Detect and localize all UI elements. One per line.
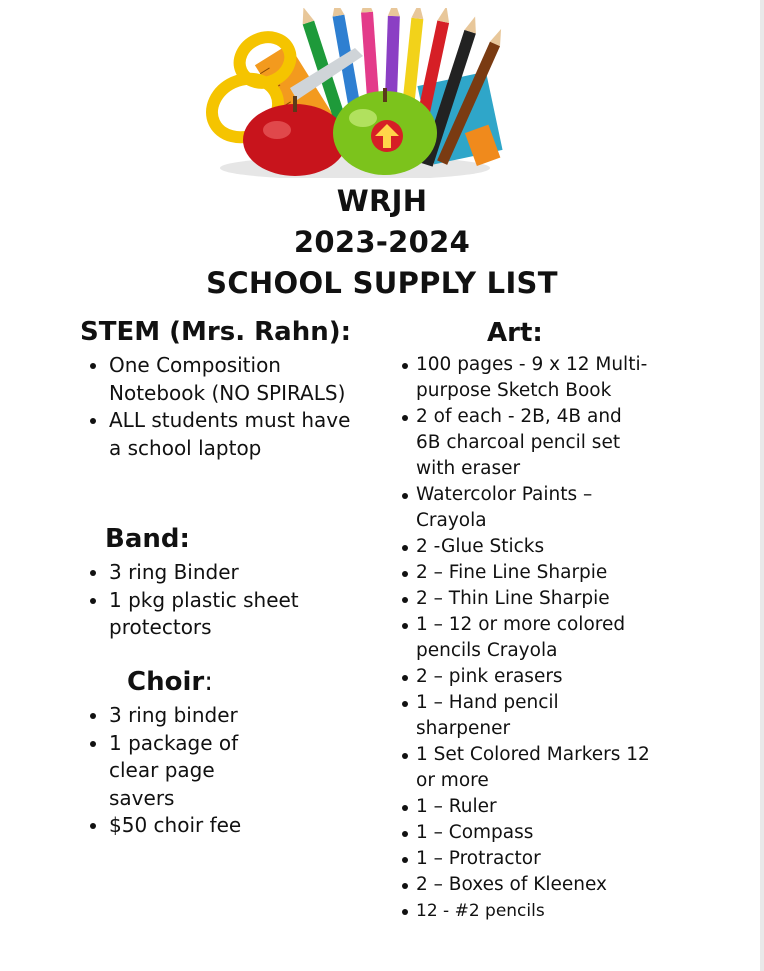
band-list	[81, 559, 321, 642]
art-heading: Art:	[487, 318, 543, 348]
list-item: 100 pages - 9 x 12 Multi-purpose Sketch Book	[400, 352, 650, 404]
list-item: 12 - #2 pencils	[400, 898, 650, 924]
list-item: 2 – Fine Line Sharpie	[400, 560, 650, 586]
school-year: 2023-2024	[293, 225, 471, 259]
list-item: 2 – pink erasers	[400, 664, 650, 690]
choir-heading-colon: :	[204, 667, 213, 697]
list-item: 1 Set Colored Markers 12 or more	[400, 742, 650, 794]
list-item: 1 – 12 or more colored pencils Crayola	[400, 612, 650, 664]
list-title: SCHOOL SUPPLY LIST	[206, 266, 558, 300]
list-item: 1 package of clear page savers	[81, 730, 271, 813]
list-item: 1 pkg plastic sheet protectors	[81, 587, 321, 642]
list-item: 3 ring binder	[81, 702, 271, 730]
list-item: 2 -Glue Sticks	[400, 534, 650, 560]
list-item: 2 – Boxes of Kleenex	[400, 872, 650, 898]
stem-list	[81, 352, 351, 462]
school-name: WRJH	[336, 184, 428, 218]
page-edge	[760, 0, 764, 971]
title-block	[0, 181, 764, 304]
list-item: 1 – Compass	[400, 820, 650, 846]
school-supplies-illustration	[195, 8, 525, 178]
choir-heading	[127, 667, 213, 697]
choir-heading-word: Choir	[127, 667, 205, 697]
list-item: Watercolor Paints – Crayola	[400, 482, 650, 534]
choir-list	[81, 702, 271, 840]
list-item: 1 – Protractor	[400, 846, 650, 872]
list-item: 1 – Ruler	[400, 794, 650, 820]
band-heading: Band:	[105, 524, 190, 554]
list-item: 1 – Hand pencil sharpener	[400, 690, 650, 742]
list-item: 2 of each - 2B, 4B and 6B charcoal pencil set with eraser	[400, 404, 650, 482]
stem-heading: STEM (Mrs. Rahn):	[80, 317, 351, 347]
list-item: 2 – Thin Line Sharpie	[400, 586, 650, 612]
art-list	[400, 352, 650, 924]
mascot-logo-icon	[371, 120, 403, 152]
list-item: ALL students must have a school laptop	[81, 407, 351, 462]
list-item: 3 ring Binder	[81, 559, 321, 587]
list-item: $50 choir fee	[81, 812, 271, 840]
list-item: One Composition Notebook (NO SPIRALS)	[81, 352, 351, 407]
